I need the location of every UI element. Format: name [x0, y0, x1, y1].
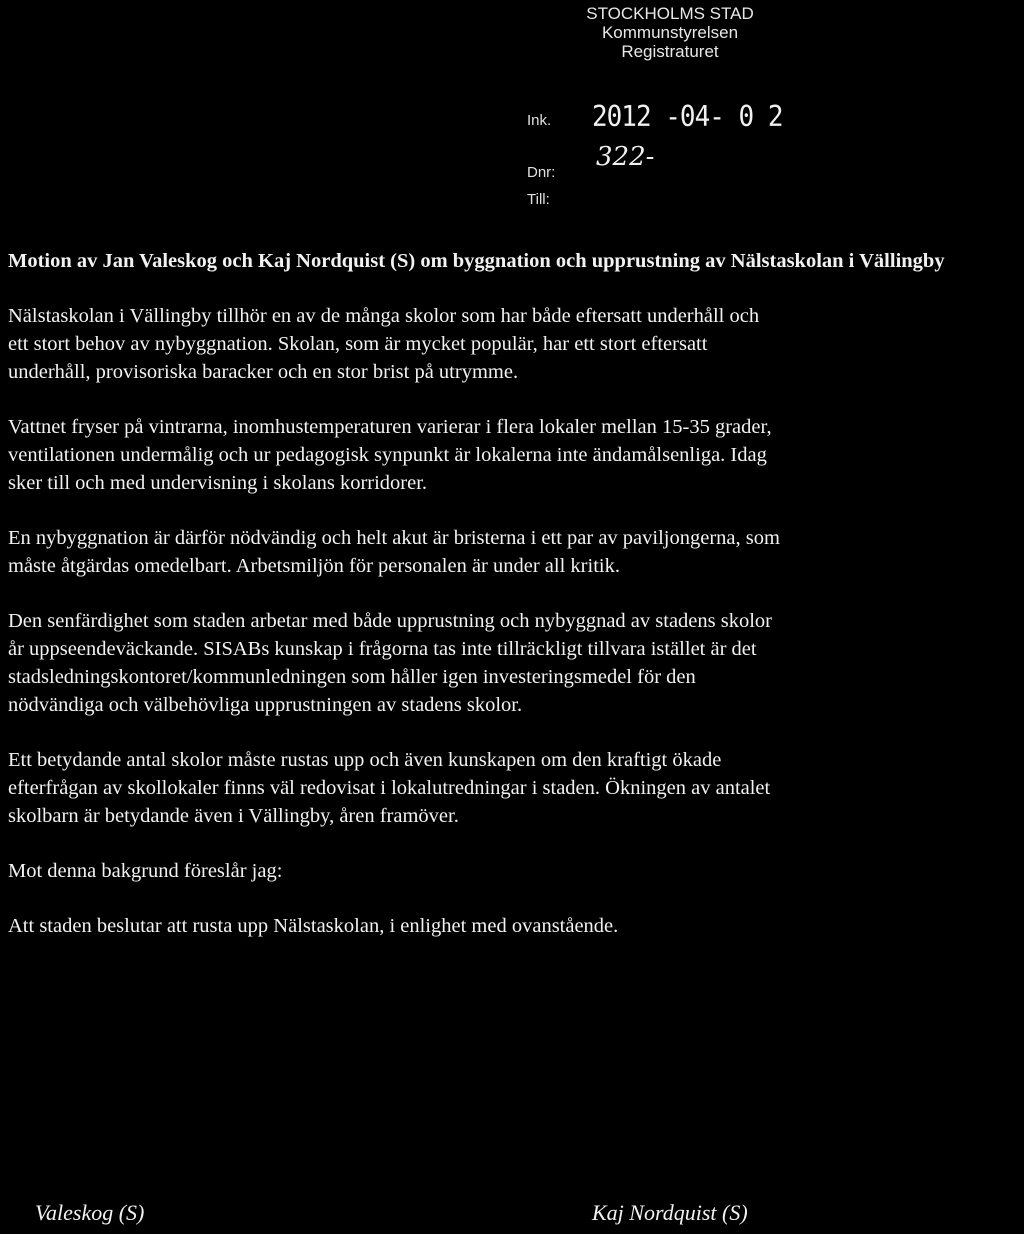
paragraph-5: Ett betydande antal skolor måste rustas upp och även kunskapen om den kraftigt ökade efterfrågan av skollokaler finns väl redovisat i lokalutredningar i staden. Ökningen av antalet skolbarn är betydande även i Vällingby, åren framöver.	[8, 749, 771, 827]
stamp-org-registry: Registraturet	[621, 42, 719, 61]
stamp-dnr-value: 322-	[596, 142, 655, 172]
stamp-organization	[520, 4, 820, 61]
paragraph-7: Att staden beslutar att rusta upp Nälstaskolan, i enlighet med ovanstående.	[8, 915, 619, 937]
paragraph-1: Nälstaskolan i Vällingby tillhör en av de många skolor som har både eftersatt underhåll och ett stort behov av nybyggnation. Skolan, som är mycket populär, har ett stort eftersatt underhåll, provisoriska baracker och en stor brist på utrymme.	[8, 305, 760, 383]
paragraph-4: Den senfärdighet som staden arbetar med både upprustning och nybyggnad av stadens skolor år uppseendeväckande. SISABs kunskap i frågorna tas inte tillräckligt tillvara istället är det stadsledningskontoret/kommunledningen som håller igen investeringsmedel för den nödvändiga och välbehövliga upprustningen av stadens skolor.	[8, 610, 772, 716]
paragraph-2: Vattnet fryser på vintrarna, inomhustemperaturen varierar i flera lokaler mellan 15-35 grader, ventilationen undermålig och ur pedagogisk synpunkt är lokalerna inte ändamålsenliga. Idag sker till och med undervisning i skolans korridorer.	[8, 416, 772, 494]
signature-nordquist: Kaj Nordquist (S)	[592, 1200, 748, 1225]
stamp-org-city: STOCKHOLMS STAD	[586, 4, 754, 23]
registry-stamp	[0, 0, 1024, 230]
motion-document	[8, 246, 1020, 967]
signature-valeskog: Valeskog (S)	[35, 1200, 145, 1225]
motion-title: Motion av Jan Valeskog och Kaj Nordquist (S) om byggnation och upprustning av Nälstaskolan i Vällingby	[8, 250, 945, 272]
paragraph-6: Mot denna bakgrund föreslår jag:	[8, 860, 283, 882]
stamp-ink-label: Ink.	[527, 112, 552, 129]
stamp-org-board: Kommunstyrelsen	[601, 23, 739, 42]
paragraph-3: En nybyggnation är därför nödvändig och helt akut är bristerna i ett par av paviljongerna, som måste åtgärdas omedelbart. Arbetsmiljön för personalen är under all kritik.	[8, 527, 780, 577]
stamp-dnr-label: Dnr:	[527, 164, 556, 181]
stamp-till-label: Till:	[527, 191, 550, 208]
stamp-ink-date: 2012 -04- 0 2	[592, 100, 783, 134]
